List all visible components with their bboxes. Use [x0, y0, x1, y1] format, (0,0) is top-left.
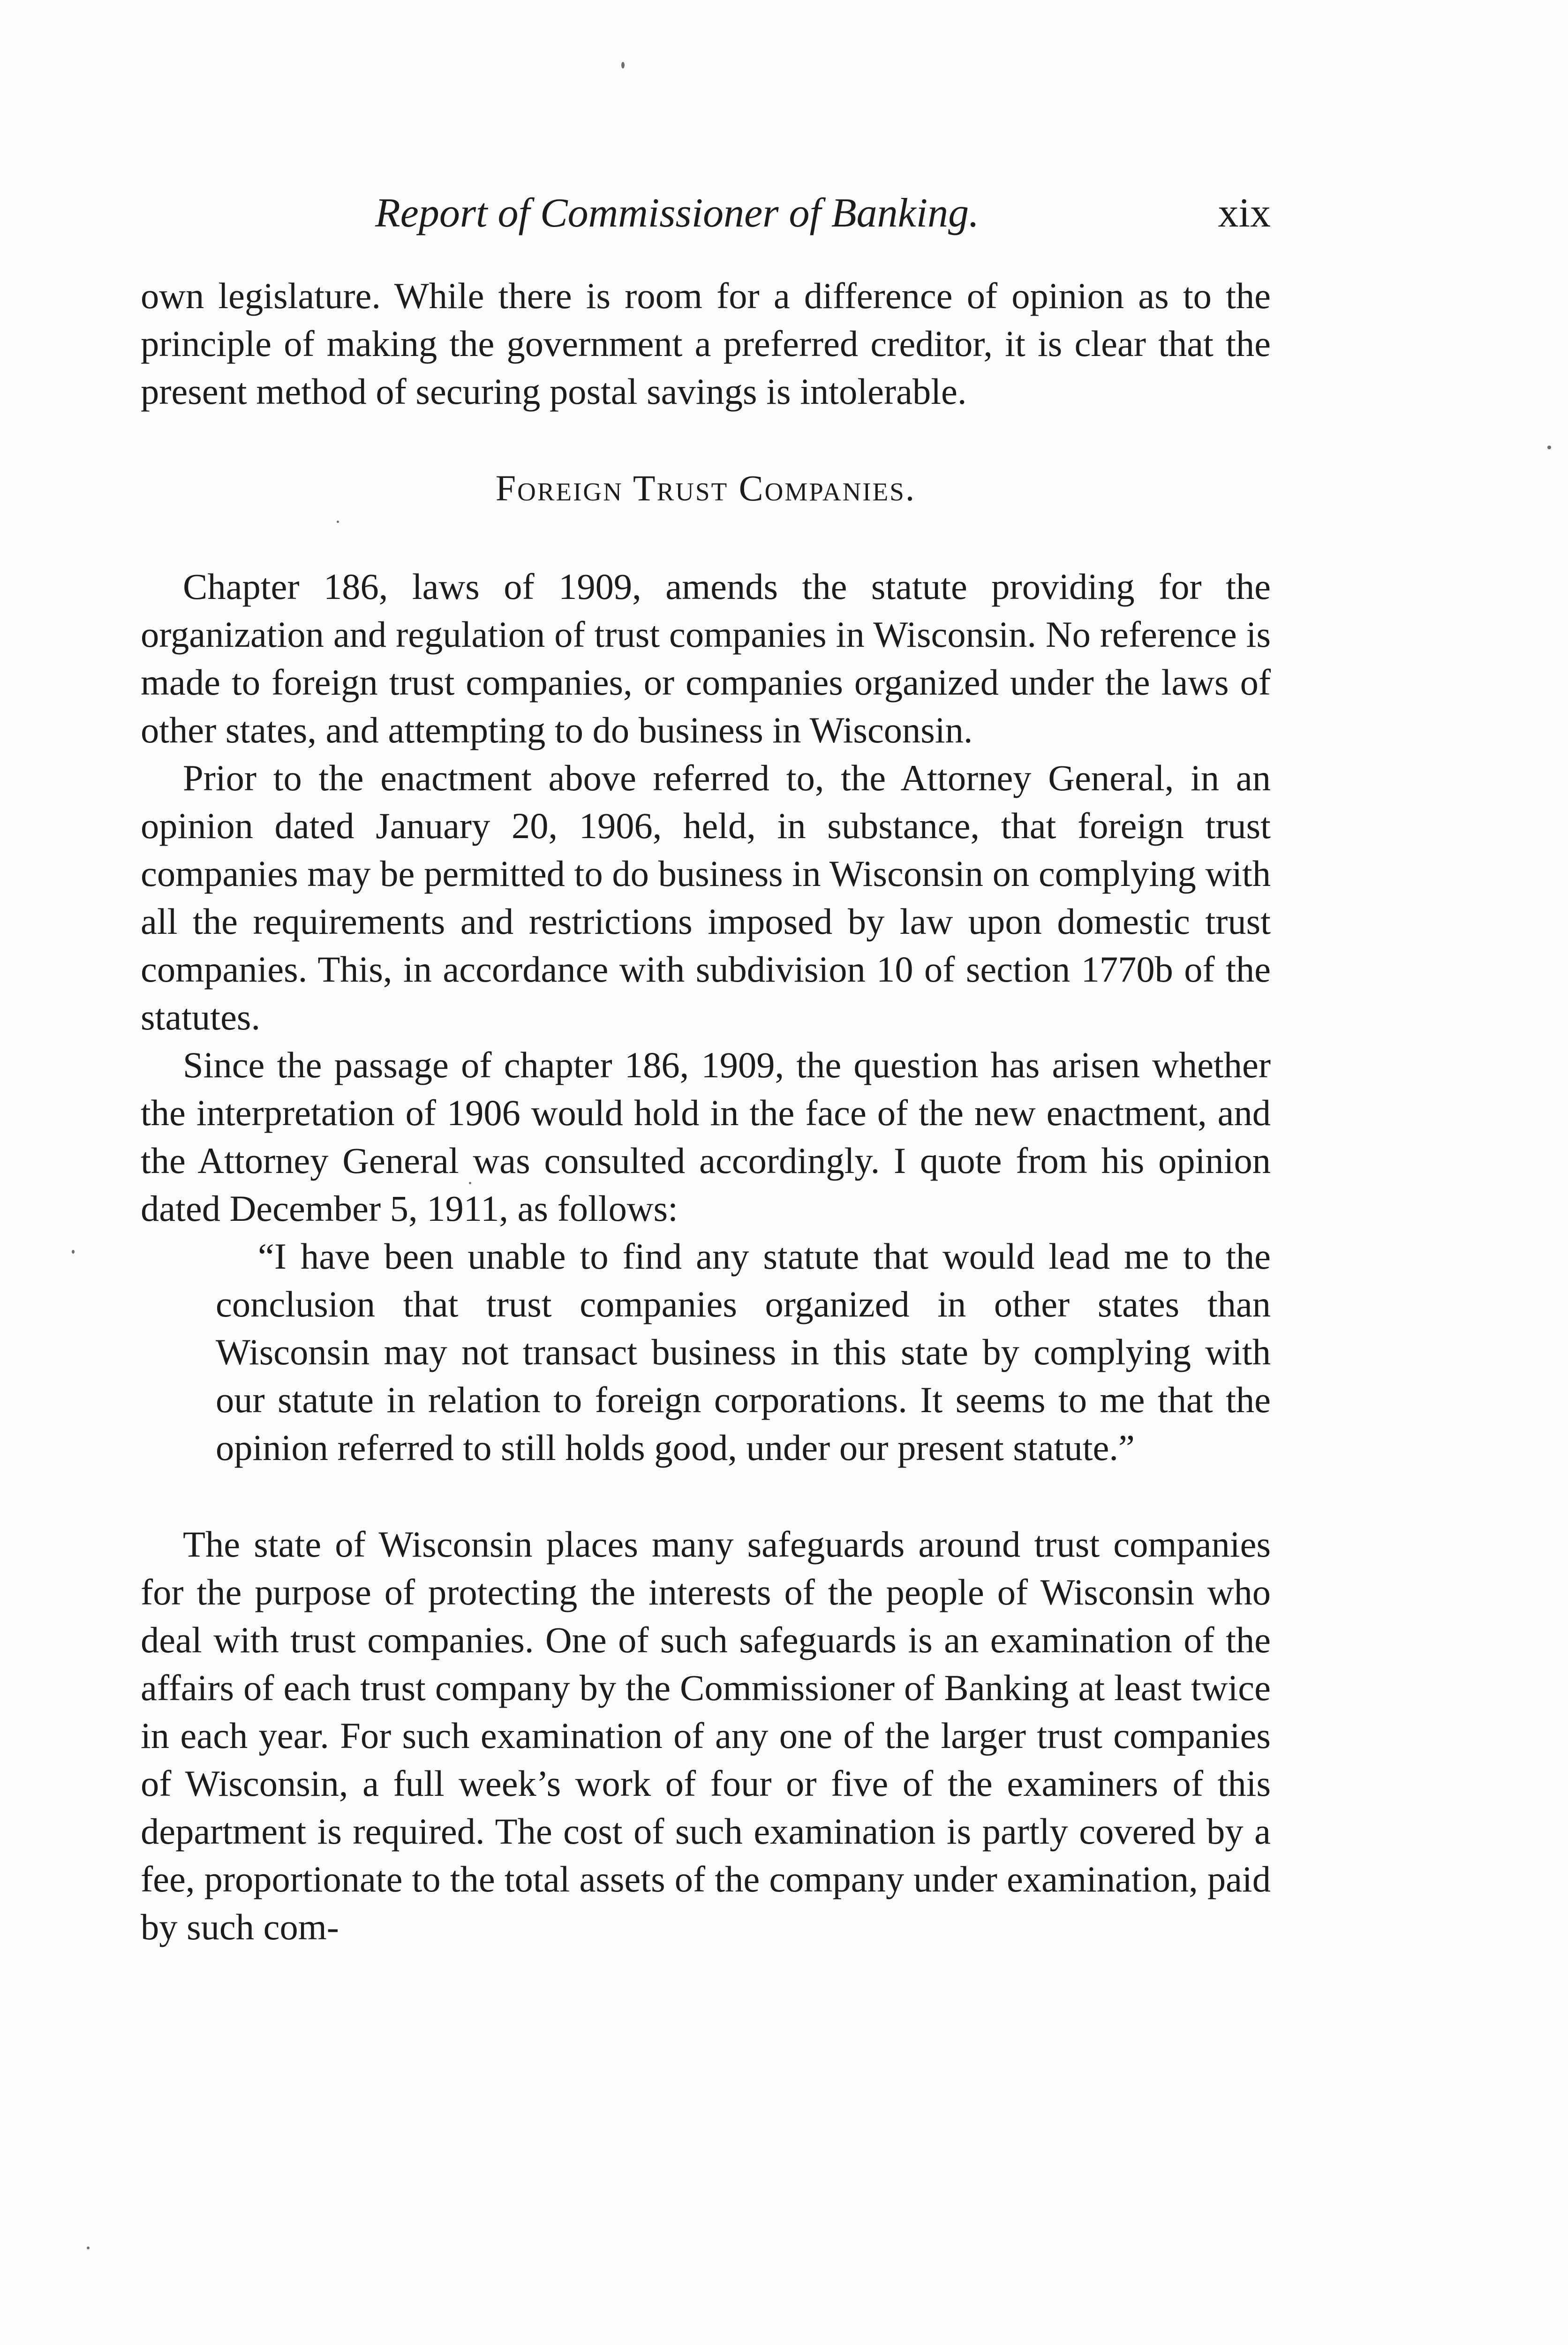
paragraph-chapter-186: Chapter 186, laws of 1909, amends the statute providing for the organization and regulation of trust companies in Wisconsin. No reference is made to foreign trust companies, or companies organized under the laws of other states, and attempting to do business in Wisconsin. [141, 566, 1271, 750]
scan-speck [621, 62, 625, 68]
paragraph-safeguards: The state of Wisconsin places many safeguards around trust companies for the purpose of protecting the interests of the people of Wisconsin who deal with trust companies. One of such safeguards is an examination of the affairs of each trust company by the Commissioner of Banking at least twice in each year. For such examination of any one of the larger trust companies of Wisconsin, a full week’s work of four or five of the examiners of this department is required. The cost of such examination is partly covered by a fee, proportionate to the total assets of the company under examination, paid by such com- [141, 1524, 1271, 1947]
paragraph-since-passage: Since the passage of chapter 186, 1909, the question has arisen whether the interpretation of 1906 would hold in the face of the new enactment, and the Attorney General was consulted accordingly. I quote from his opinion dated December 5, 1911, as follows: [141, 1044, 1271, 1229]
page-header [141, 185, 1271, 242]
paragraph-attorney-general-1906: Prior to the enactment above referred to, the Attorney General, in an opinion dated January 20, 1906, held, in substance, that foreign trust companies may be permitted to do business in Wisconsin on complying with all the requirements and restrictions imposed by law upon domestic trust companies. This, in accordance with subdivision 10 of section 1770b of the statutes. [141, 757, 1271, 1037]
running-title: Report of Commissioner of Banking. [375, 190, 980, 236]
paragraph-postal-savings: own legislature. While there is room for a difference of opinion as to the principle of making the government a preferred creditor, it is clear that the present method of securing postal savings is intolerable. [141, 275, 1271, 412]
scan-speck [1547, 446, 1551, 449]
scan-speck [87, 2247, 90, 2249]
scan-speck [337, 521, 339, 523]
body-text [141, 272, 1271, 1951]
block-quotation: “I have been unable to find any statute that would lead me to the conclusion that trust companies organized in other states than Wisconsin may not transact business in this state by complying with our statute in relation to foreign corporations. It seems to me that the opinion referred to still holds good, under our present statute.” [216, 1236, 1271, 1468]
section-heading: Foreign Trust Companies. [495, 468, 916, 508]
page-number: xix [1218, 190, 1271, 236]
scan-speck [469, 1182, 471, 1184]
scan-speck [72, 1250, 75, 1254]
